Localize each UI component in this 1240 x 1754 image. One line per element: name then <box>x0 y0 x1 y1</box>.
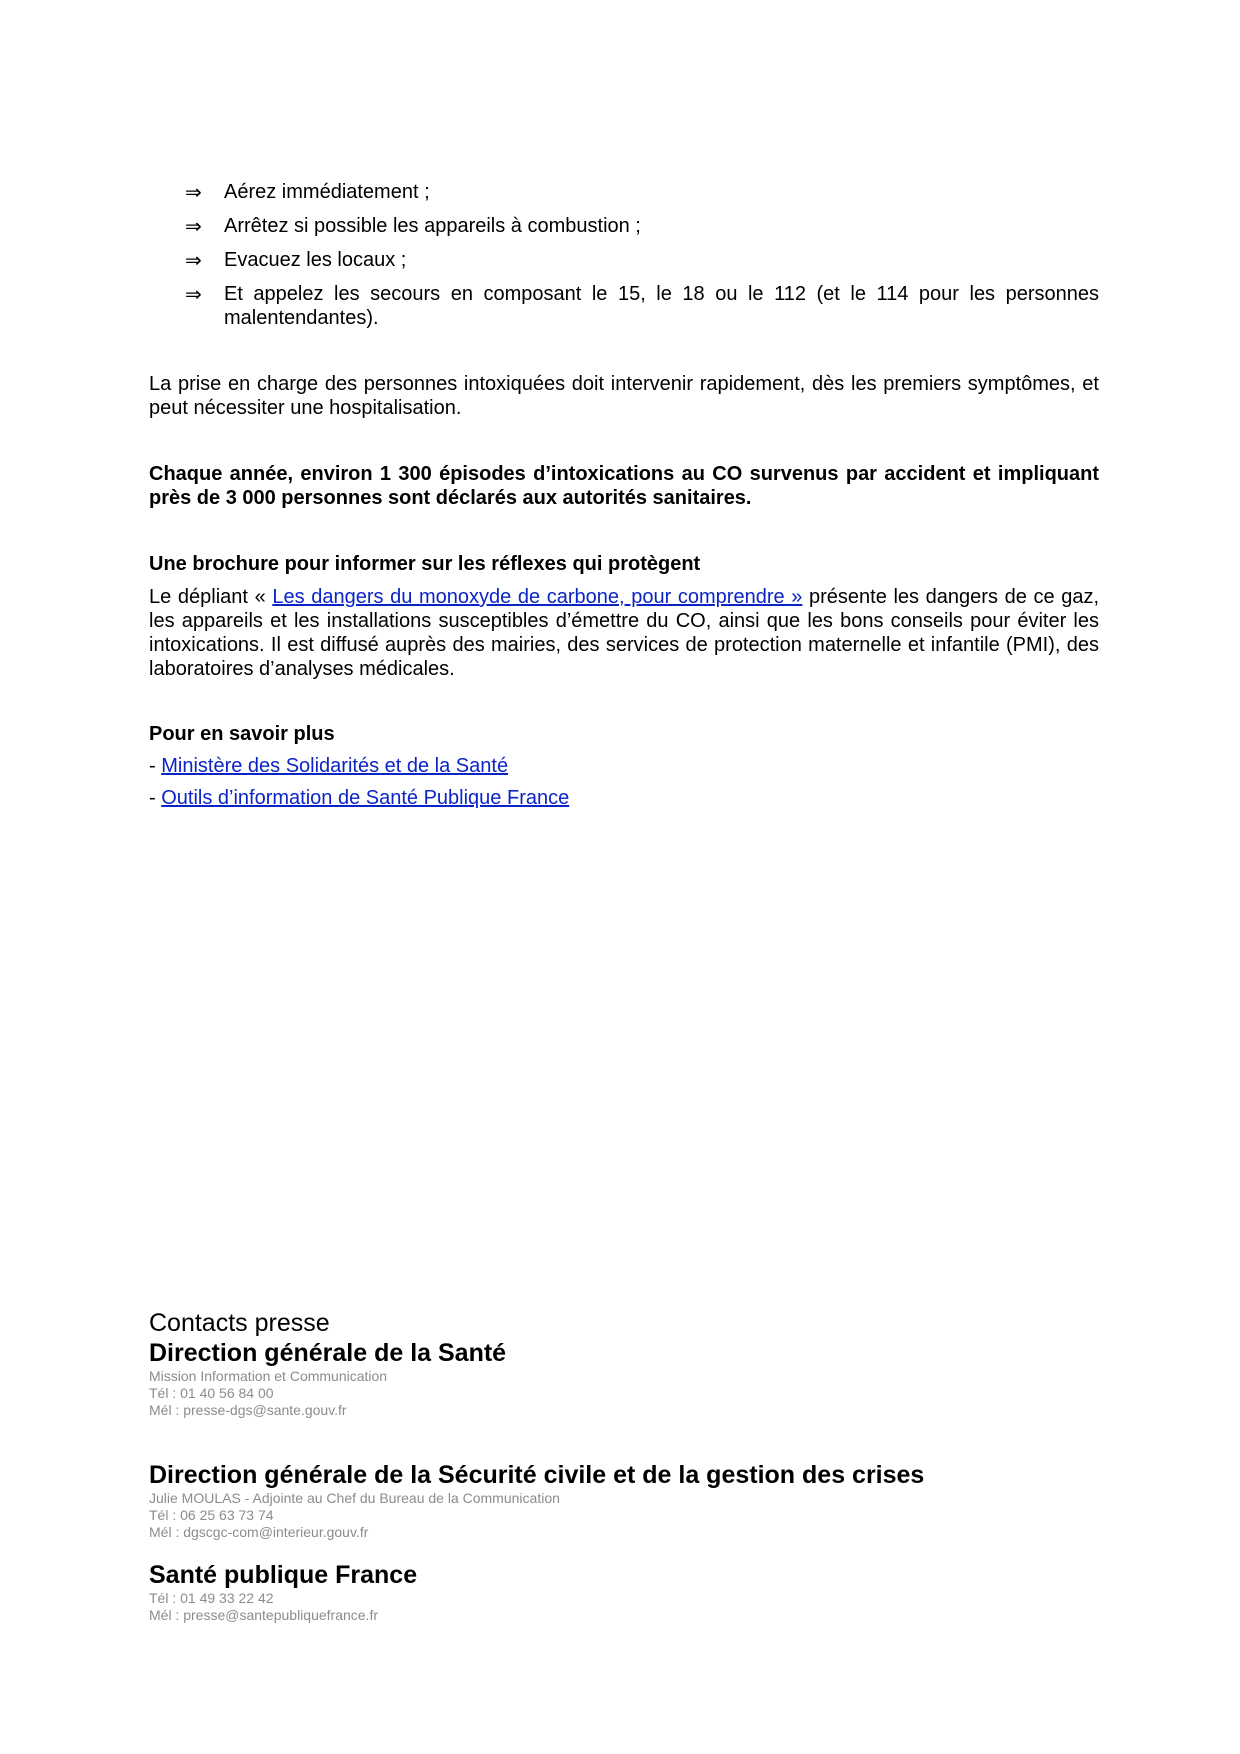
dash: - <box>149 755 162 777</box>
list-item <box>149 754 1099 778</box>
dgscgc-phone: Tél : 06 25 63 73 74 <box>149 1507 274 1523</box>
list-item <box>149 214 1099 238</box>
spf-email: Mél : presse@santepubliquefrance.fr <box>149 1607 378 1623</box>
list-item <box>149 180 1099 204</box>
dgs-name: Direction générale de la Santé <box>149 1339 507 1367</box>
spf-phone: Tél : 01 49 33 22 42 <box>149 1590 274 1606</box>
sante-publique-france-link[interactable]: Outils d’information de Santé Publique France <box>161 787 570 809</box>
brochure-paragraph <box>149 585 1099 681</box>
brochure-text-after: présente les dangers de ce gaz, les appareils et les installations susceptibles d’émettre du CO, ainsi que les bons conseils pour éviter les intoxications. Il est diffusé auprès des mairies, des services de protection maternelle et infantile (PMI), des laboratoires d’analyses médicales. <box>149 586 1100 680</box>
paragraph-prise-en-charge: La prise en charge des personnes intoxiquées doit intervenir rapidement, dès les premiers symptômes, et peut nécessiter une hospitalisation. <box>149 373 1099 419</box>
safety-instructions-list <box>149 180 1099 340</box>
contacts-dgscgc-block <box>149 1460 1099 1541</box>
list-item <box>149 248 1099 272</box>
dgscgc-name: Direction générale de la Sécurité civile et de la gestion des crises <box>149 1461 925 1489</box>
contacts-title: Contacts presse <box>149 1309 330 1337</box>
list-item-text: Evacuez les locaux ; <box>224 249 407 271</box>
double-arrow-right-icon: ⇒ <box>185 214 202 238</box>
dgscgc-email: Mél : dgscgc-com@interieur.gouv.fr <box>149 1524 369 1540</box>
dash: - <box>149 787 162 809</box>
brochure-heading: Une brochure pour informer sur les réflexes qui protègent <box>149 553 701 575</box>
list-item <box>149 786 1099 810</box>
dgscgc-contact-person: Julie MOULAS - Adjointe au Chef du Bureau de la Communication <box>149 1490 560 1506</box>
en-savoir-plus-links <box>149 754 1099 818</box>
en-savoir-plus-heading: Pour en savoir plus <box>149 723 335 745</box>
paragraph-statistics: Chaque année, environ 1 300 épisodes d’intoxications au CO survenus par accident et impliquant près de 3 000 personnes sont déclarés aux autorités sanitaires. <box>149 463 1099 509</box>
brochure-text-before: Le dépliant « <box>149 586 273 608</box>
list-item-text: Et appelez les secours en composant le 15, le 18 ou le 112 (et le 114 pour les personnes malentendantes). <box>224 283 1099 329</box>
spf-name: Santé publique France <box>149 1561 418 1589</box>
contacts-spf-block <box>149 1560 1099 1624</box>
ministere-link[interactable]: Ministère des Solidarités et de la Santé <box>161 755 509 777</box>
dgs-email: Mél : presse-dgs@sante.gouv.fr <box>149 1402 347 1418</box>
list-item <box>149 282 1099 330</box>
dgs-phone: Tél : 01 40 56 84 00 <box>149 1385 274 1401</box>
double-arrow-right-icon: ⇒ <box>185 282 202 306</box>
brochure-link[interactable]: Les dangers du monoxyde de carbone, pour comprendre » <box>272 586 803 608</box>
contacts-dgs-block <box>149 1308 1099 1419</box>
list-item-text: Aérez immédiatement ; <box>224 181 430 203</box>
dgs-service: Mission Information et Communication <box>149 1368 388 1384</box>
list-item-text: Arrêtez si possible les appareils à combustion ; <box>224 215 641 237</box>
double-arrow-right-icon: ⇒ <box>185 180 202 204</box>
double-arrow-right-icon: ⇒ <box>185 248 202 272</box>
